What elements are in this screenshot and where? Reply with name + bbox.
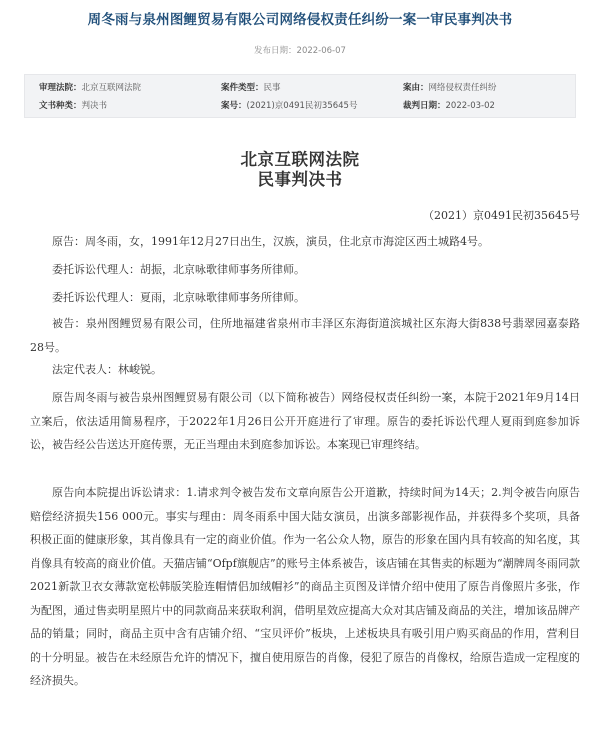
judgment-title: 周冬雨与泉州图鲤贸易有限公司网络侵权责任纠纷一案一审民事判决书 (87, 12, 513, 28)
paragraph-agent-2: 委托诉讼代理人：夏雨，北京咏歌律师事务所律师。 (52, 291, 305, 304)
case-number: （2021）京0491民初35645号 (423, 209, 580, 222)
cause-label: 案由： (403, 83, 429, 93)
trial-court-label: 审理法院： (39, 83, 82, 93)
judgment-date-label: 裁判日期： (403, 101, 446, 111)
case-type-label: 案件类型： (221, 83, 264, 93)
paragraph-legal-representative: 法定代表人：林峻锐。 (52, 363, 162, 376)
paragraph-claims: 原告向本院提出诉讼请求：1.请求判令被告发布文章向原告公开道歉，持续时间为14天；2.判令被告向原告赔偿经济损失156 000元。事实与理由：周冬雨系中国大陆女演员，出演多部影视作品，并获得多个奖项，具备积极正面的健康形象，其肖像具有一定的商业价值。作为一名公众人物，原告的形象在国内具有较高的知名度，其肖像具有较高的商业价值。天猫店铺“Ofpf旗舰店”的账号主体系被告，该店铺在其售卖的标题为“潮牌周冬雨同款2021新款卫衣女薄款宽松韩版笑脸连帽情侣加绒帽衫”的商品主页图及详情介绍中使用了原告肖像照片多张，作为配图，通过售卖明星照片中的同款商品来获取利润，借明星效应提高大众对其店铺及商品的关注，增加该品牌产品的销量；同时，商品主页中含有店铺介绍、“宝贝评价”板块，上述板块具有吸引用户购买商品的作用，营利目的十分明显。被告在未经原告允许的情况下，擅自使用原告的肖像，侵犯了原告的肖像权，给原告造成一定程度的经济损失。 (30, 486, 580, 687)
cause-value: 网络侵权责任纠纷 (428, 83, 497, 93)
publish-date: 发布日期：2022-06-07 (254, 46, 346, 56)
case-metadata-panel (24, 74, 576, 118)
case-number-field (221, 99, 357, 113)
trial-court-value: 北京互联网法院 (81, 83, 142, 93)
doc-type-field (39, 99, 107, 113)
paragraph-case-history: 原告周冬雨与被告泉州图鲤贸易有限公司（以下简称被告）网络侵权责任纠纷一案，本院于2021年9月14日立案后，依法适用简易程序，于2022年1月26日公开开庭进行了审理。原告的委托诉讼代理人夏雨到庭参加诉讼，被告经公告送达开庭传票，无正当理由未到庭参加诉讼。本案现已审理终结。 (30, 391, 580, 451)
doc-type-label: 文书种类： (39, 101, 82, 111)
metadata-row (25, 81, 577, 95)
metadata-row (25, 99, 577, 113)
doc-type-value: 判决书 (81, 101, 108, 111)
paragraph-plaintiff: 原告：周冬雨，女，1991年12月27日出生，汉族，演员，住北京市海淀区西土城路4号。 (52, 235, 489, 248)
document-kind-heading: 民事判决书 (257, 170, 343, 189)
judgment-date-value: 2022-03-02 (445, 101, 495, 111)
case-number-label: 案号： (221, 101, 247, 111)
paragraph-defendant: 被告：泉州图鲤贸易有限公司，住所地福建省泉州市丰泽区东海街道滨城社区东海大街838号翡翠园嘉泰路28号。 (30, 317, 580, 354)
paragraph-agent-1: 委托诉讼代理人：胡振，北京咏歌律师事务所律师。 (52, 263, 305, 276)
court-name-heading: 北京互联网法院 (240, 150, 360, 169)
case-type-field (221, 81, 281, 95)
case-type-value: 民事 (263, 83, 281, 93)
judgment-date-field (403, 99, 495, 113)
cause-field (403, 81, 497, 95)
trial-court-field (39, 81, 141, 95)
case-number-value: (2021)京0491民初35645号 (246, 101, 358, 111)
